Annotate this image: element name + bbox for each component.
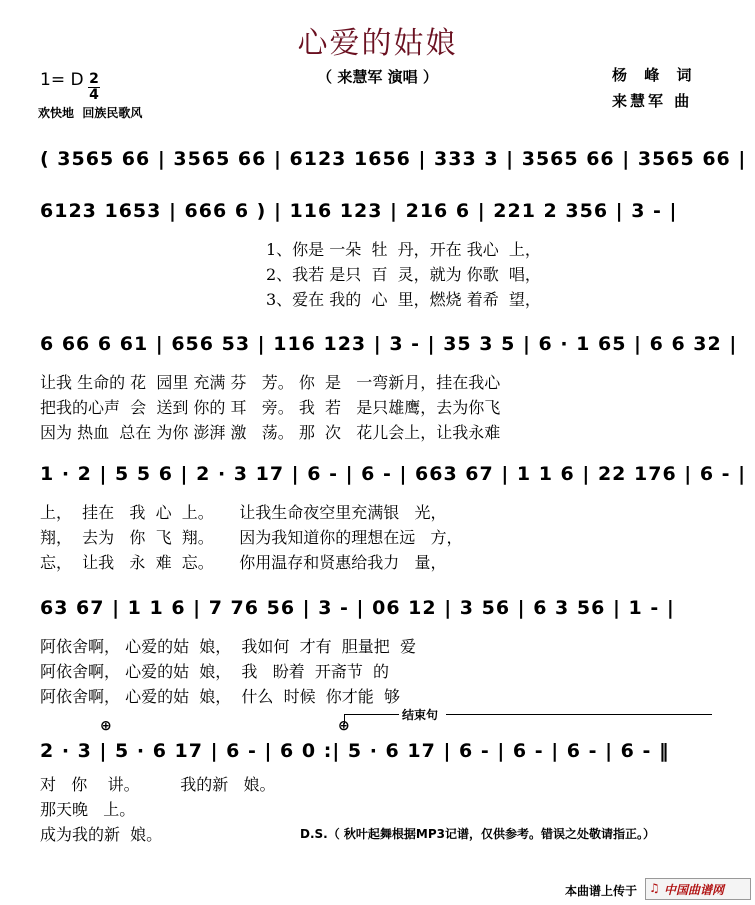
lyric-row-5-verse-2: 阿依舍啊， 心爱的姑 娘， 我 盼着 开斋节 的	[40, 662, 390, 681]
site-logo[interactable]	[645, 878, 751, 900]
tempo-marking: 欢快地 回族民歌风	[38, 106, 143, 120]
lyric-row-5-verse-1: 阿依舍啊， 心爱的姑 娘， 我如何 才有 胆量把 爱	[40, 637, 416, 656]
lyric-row-2-verse-2: 2、我若 是只 百 灵，就为 你歌 唱，	[266, 265, 541, 284]
lyric-row-2-verse-1: 1、你是 一朵 牡 丹，开在 我心 上，	[266, 240, 541, 259]
lyric-row-3-verse-2: 把我的心声 会 送到 你的 耳 旁。 我 若 是只雄鹰，去为你飞	[40, 398, 501, 417]
ds-note: D.S.（ 秋叶起舞根据MP3记谱，仅供参考。错误之处敬请指正。）	[300, 827, 655, 841]
logo-icon: ♫	[649, 881, 660, 895]
lyric-row-4-verse-1: 上， 挂在 我 心 上。 让我生命夜空里充满银 光，	[40, 503, 447, 522]
meter-top: 2	[89, 71, 99, 87]
key-signature: 1= D	[40, 70, 84, 90]
lyric-row-5-verse-3: 阿依舍啊， 心爱的姑 娘， 什么 时候 你才能 够	[40, 687, 400, 706]
performer-subtitle: （ 来慧军 演唱 ）	[317, 68, 438, 86]
lyric-row-6-verse-3: 成为我的新 娘。	[40, 825, 163, 844]
composer-credit: 来慧军 曲	[612, 92, 693, 110]
score-row-5: 63 67 | 1 1 6 | 7 76 56 | 3 - | 06 12 | 3 56 | 6 3 56 | 1 - |	[40, 597, 675, 619]
score-row-3: 6 66 6 61 | 656 53 | 116 123 | 3 - | 35 3 5 | 6 · 1 65 | 6 6 32 |	[40, 333, 738, 355]
lyricist-credit: 杨 峰 词	[612, 66, 698, 84]
lyric-row-2-verse-3: 3、爱在 我的 心 里，燃烧 着希 望，	[266, 290, 541, 309]
score-row-2: 6123 1653 | 666 6 ) | 116 123 | 216 6 | 221 2 356 | 3 - |	[40, 200, 678, 222]
ending-bracket-left	[344, 714, 399, 715]
lyric-row-4-verse-3: 忘， 让我 永 难 忘。 你用温存和贤惠给我力 量，	[40, 553, 447, 572]
score-row-4: 1 · 2 | 5 5 6 | 2 · 3 17 | 6 - | 6 - | 663 67 | 1 1 6 | 22 176 | 6 - |	[40, 463, 747, 485]
song-title: 心爱的姑娘	[297, 26, 458, 61]
score-row-6: 2 · 3 | 5 · 6 17 | 6 - | 6 0 :| 5 · 6 17 | 6 - | 6 - | 6 - | 6 - ‖	[40, 740, 670, 762]
lyric-row-6-verse-1: 对 你 讲。 我的新 娘。	[40, 775, 276, 794]
ending-label: 结束句	[402, 708, 439, 722]
meter-bottom: 4	[89, 87, 99, 103]
lyric-row-6-verse-2: 那天晚 上。	[40, 800, 136, 819]
coda-icon-2: ⊕	[338, 718, 350, 734]
score-row-1: ( 3565 66 | 3565 66 | 6123 1656 | 333 3 | 3565 66 | 3565 66 |	[40, 148, 747, 170]
lyric-row-4-verse-2: 翔， 去为 你 飞 翔。 因为我知道你的理想在远 方，	[40, 528, 463, 547]
uploaded-label: 本曲谱上传于	[565, 884, 638, 898]
site-name: 中国曲谱网	[664, 883, 725, 897]
lyric-row-3-verse-3: 因为 热血 总在 为你 澎湃 激 荡。 那 次 花儿会上，让我永难	[40, 423, 501, 442]
coda-icon: ⊕	[100, 718, 112, 734]
ending-bracket-right	[446, 714, 712, 715]
lyric-row-3-verse-1: 让我 生命的 花 园里 充满 芬 芳。 你 是 一弯新月，挂在我心	[40, 373, 501, 392]
